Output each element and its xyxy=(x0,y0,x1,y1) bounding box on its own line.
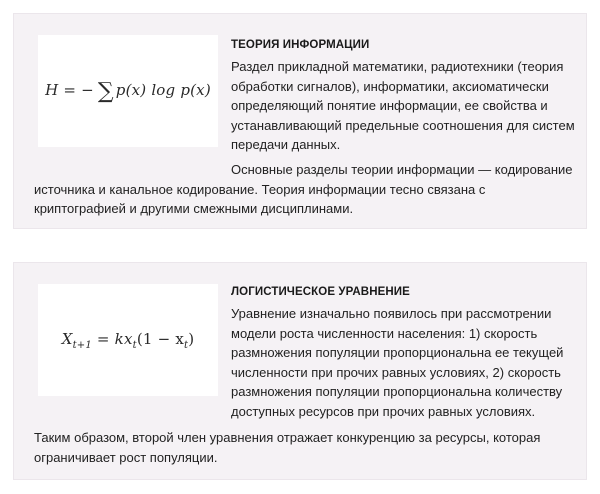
info-theory-title: ТЕОРИЯ ИНФОРМАЦИИ xyxy=(231,39,370,51)
entropy-formula-image xyxy=(38,35,218,147)
logistic-equation-paragraph-1: Уравнение изначально появилось при рассмотрении модели роста численности населения: 1) скорость размножения популяции пропорциональна ее текущей численности при прочих равных условиях, 2) скорость размножения популяции пропорциональна количеству доступных ресурсов при прочих равных условиях. xyxy=(231,306,564,419)
info-theory-paragraph-2: Основные разделы теории информации — кодирование источника и канальное кодирование. Теория информации тесно связана с криптографией и другими смежными дисциплинами. xyxy=(34,162,573,216)
logistic-formula: $X_{t+1} = kx_t(1 - x_t)$ xyxy=(61,329,195,351)
logistic-equation-card xyxy=(14,263,586,479)
logistic-equation-title: ЛОГИСТИЧЕСКОЕ УРАВНЕНИЕ xyxy=(231,286,410,298)
logistic-formula-image xyxy=(38,284,218,396)
entropy-formula: H = − ∑ p(x) log p(x) xyxy=(45,78,211,104)
info-theory-card xyxy=(14,14,586,228)
logistic-equation-paragraph-2: Таким образом, второй член уравнения отражает конкуренцию за ресурсы, которая ограничивает рост популяции. xyxy=(34,430,541,465)
info-theory-paragraph-1: Раздел прикладной математики, радиотехники (теория обработки сигналов), информатики, аксиоматически определяющий понятие информации, ее свойства и устанавливающий предельные соотношения для систем передачи данных. xyxy=(231,59,575,152)
